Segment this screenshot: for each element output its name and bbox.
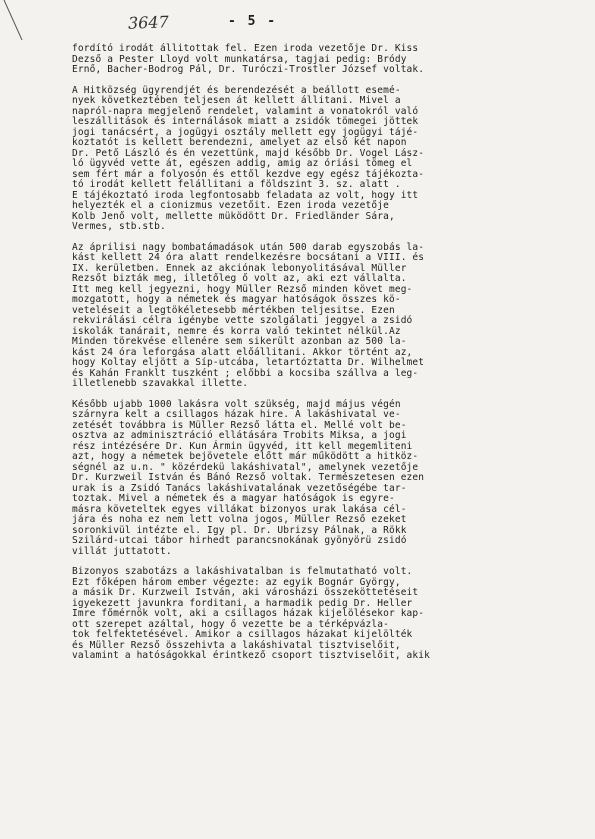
text-line: osztva az adminisztráció ellátására Trobits Miksa, a jogi <box>72 430 407 441</box>
text-line: fordító irodát állitottak fel. Ezen iroda vezetője Dr. Kiss <box>72 43 419 54</box>
text-line: koztatót is kellett berendezni, amelyet az első két napon <box>72 137 407 148</box>
text-line: Bizonyos szabotázs a lakáshivatalban is felmutatható volt. <box>72 566 413 577</box>
text-line: rekvirálási célra igénybe vette szolgálati jeggyel a zsidó <box>72 315 413 326</box>
text-line: iskolák tanárait, nemre és korra való tekintet nélkül.Az <box>72 325 401 337</box>
text-line: ló ügyvéd vette át, egészen addig, amig az óriási tömeg el <box>72 158 413 169</box>
text-line: E tájékoztató iroda legfontosabb feladata az volt, hogy itt <box>72 189 419 201</box>
text-line: Rezsőt bizták meg, illetőleg ő volt az, aki ezt vállalta. <box>72 273 407 284</box>
text-line: Ezt főképen három ember végezte: az egyik Bognár György, <box>72 576 401 588</box>
text-line: sem fért már a folyosón és ettől kezdve egy egész tájékozta- <box>72 168 425 180</box>
text-line: napról-napra megjelenő rendelet, valamint a vonatokról való <box>72 105 419 117</box>
text-line: Imre főmérnök volt, aki a csillagos házak kijelölésekor kap- <box>72 608 425 619</box>
text-line: Szilárd-utcai tábor hirhedt parancsnokának gyönyörü zsidó <box>72 535 407 546</box>
text-line: IX. kerületben. Ennek az akciónak lebonyolitásával Müller <box>72 262 407 274</box>
text-line: Itt meg kell jegyezni, hogy Müller Rezső minden követ meg- <box>72 283 413 295</box>
text-line: urak is a Zsidó Tanács lakáshivatalának vezetőségébe tar- <box>72 482 407 494</box>
text-line: másra követeltek egyes villákat bizonyos urak lakása cél- <box>72 503 407 515</box>
text-line: Vermes, stb.stb. <box>72 221 166 232</box>
text-line: veteléseit a legtökéletesebb mértékben teljesitse. Ezen <box>72 304 395 316</box>
text-line: jára és noha ez nem lett volna jogos, Müller Rezső ezeket <box>72 514 407 525</box>
text-line: a másik Dr. Kurzweil István, aki városházi összeköttetéseit <box>72 587 419 598</box>
text-line: igyekezett javunkra forditani, a harmadik pedig Dr. Heller <box>72 597 413 609</box>
text-line: leszállitások és internálások miatt a zsidók tömegei jöttek <box>72 116 419 127</box>
text-line: Dr. Pető László és én vezettünk, majd később Dr. Vogel Lász- <box>72 147 425 159</box>
text-line: kást 24 óra leforgása alatt előállitani. Akkor történt az, <box>72 346 413 358</box>
text-line: jogi tanácsért, a jogügyi osztály mellett egy jogügyi tájé- <box>72 126 419 138</box>
text-line: és Kahán Franklt tuszként ; előbbi a kocsiba szállva a leg- <box>72 367 419 379</box>
text-line: Dezső a Pester Lloyd volt munkatársa, tagjai pedig: Bródy <box>72 53 407 65</box>
paragraph <box>72 243 532 390</box>
page-number: - 5 - <box>228 14 278 29</box>
text-line: A Hitközség ügyrendjét és berendezését a beállott esemé- <box>72 84 401 96</box>
text-line: soronkivül intézte el. Igy pl. Dr. Ubrizsy Pálnak, a Rökk <box>72 524 407 536</box>
handwritten-reference-number: 3647 <box>127 12 170 33</box>
text-line: ségnél az u.n. " közérdekü lakáshivatal", amelynek vezetője <box>72 461 419 473</box>
text-line: azt, hogy a németek bejövetele előtt már működött a hitköz- <box>72 451 419 462</box>
paragraph <box>72 400 532 558</box>
text-line: és Müller Rezső összehivta a lakáshivatal tisztviselőit, <box>72 639 401 651</box>
text-line: Dr. Kurzweil István és Bánó Rezső voltak. Természetesen ezen <box>72 472 425 483</box>
text-line: tok felfektetésével. Amikor a csillagos házakat kijelölték <box>72 629 413 640</box>
paragraph <box>72 567 532 662</box>
text-line: Kolb Jenő volt, mellette müködött Dr. Friedländer Sára, <box>72 210 395 222</box>
text-line: Ernő, Bacher-Bodrog Pál, Dr. Turóczi-Trostler József voltak. <box>72 64 425 75</box>
text-line: villát juttatott. <box>72 545 172 557</box>
text-line: Az áprilisi nagy bombatámadások után 500 darab egyszobás la- <box>72 241 425 253</box>
text-line: helyezték el a cionizmus vezetőit. Ezen iroda vezetője <box>72 200 389 211</box>
paragraph <box>72 44 532 76</box>
text-line: ott szerepet azáltal, hogy ő vezette be a térképvázla- <box>72 618 389 630</box>
text-line: Minden törekvése ellenére sem sikerült azonban az 500 la- <box>72 336 407 347</box>
text-line: szárnyra kelt a csillagos házak hire. A lakáshivatal ve- <box>72 409 401 420</box>
text-line: kást kellett 24 óra alatt rendelkezésre bocsátani a VIII. és <box>72 252 425 263</box>
text-line: Később ujabb 1000 lakásra volt szükség, majd május végén <box>72 398 401 410</box>
corner-pencil-mark <box>0 0 60 40</box>
text-line: valamint a hatóságokkal érintkező csoport tisztviselőit, akik <box>72 650 431 661</box>
text-line: mozgatott, hogy a németek és magyar hatóságok összes kö- <box>72 294 401 305</box>
document-body <box>72 44 532 672</box>
text-line: zetését továbbra is Müller Rezső látta el. Mellé volt be- <box>72 419 407 431</box>
text-line: nyek következtében teljesen át kellett állitani. Mivel a <box>72 95 401 106</box>
text-line: tó irodát kellett felállitani a földszint 3. sz. alatt . <box>72 179 401 190</box>
text-line: toztak. Mivel a németek és a magyar hatóságok is egyre- <box>72 493 395 504</box>
text-line: illetlenebb szavakkal illette. <box>72 378 249 389</box>
text-line: rész intézésére Dr. Kun Ármin ügyvéd, itt kell megemliteni <box>72 440 413 452</box>
paragraph <box>72 86 532 233</box>
text-line: hogy Koltay eljött a Síp-utcába, letartóztatta Dr. Wilhelmet <box>72 357 425 368</box>
